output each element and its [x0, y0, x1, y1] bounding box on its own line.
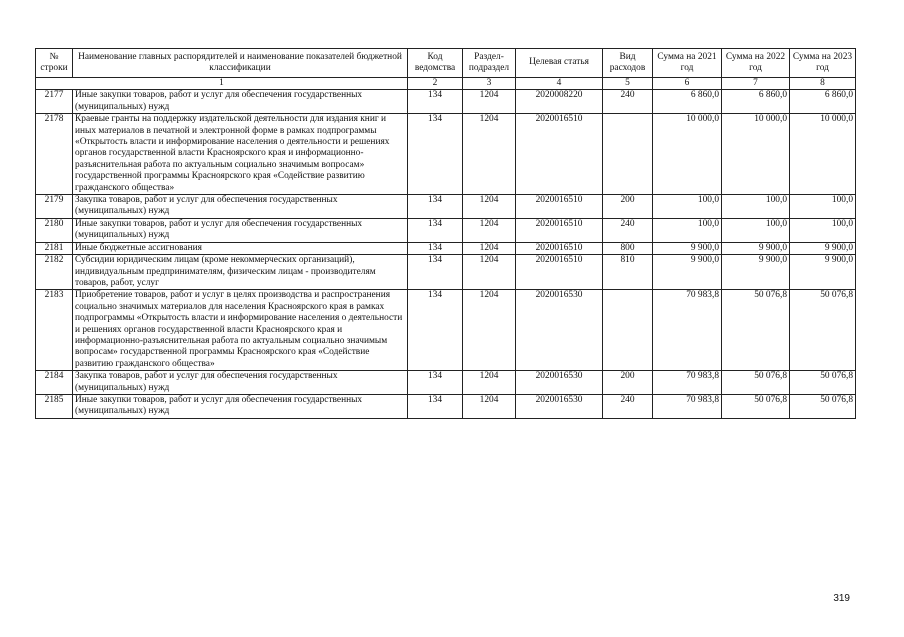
row-number: 2178 — [36, 114, 73, 195]
row-sum-2021: 9 900,0 — [653, 255, 722, 290]
row-sum-2023: 50 076,8 — [790, 290, 856, 371]
row-name: Иные закупки товаров, работ и услуг для обеспечения государственных (муниципальных) нужд — [73, 218, 408, 242]
row-sum-2021: 100,0 — [653, 218, 722, 242]
row-sum-2021: 9 900,0 — [653, 242, 722, 254]
row-expense-type: 200 — [603, 195, 653, 219]
row-sum-2022: 9 900,0 — [722, 242, 790, 254]
row-number: 2185 — [36, 394, 73, 418]
header-name: Наименование главных распорядителей и наименование показателей бюджетной классификации — [73, 49, 408, 78]
row-target: 2020016510 — [516, 114, 603, 195]
row-expense-type: 240 — [603, 394, 653, 418]
row-number: 2177 — [36, 90, 73, 114]
row-number: 2184 — [36, 371, 73, 395]
row-expense-type — [603, 290, 653, 371]
row-section: 1204 — [463, 90, 516, 114]
row-name: Иные бюджетные ассигнования — [73, 242, 408, 254]
row-number: 2183 — [36, 290, 73, 371]
row-name: Краевые гранты на поддержку издательской деятельности для издания книг и иных материалов в печатной и электронной форме в рамках подпрограммы «Открытость власти и информирование населения о деятельности и решениях органов государственной власти Красноярского края и информационно-разъяснительная работа по актуальным социально значимым вопросам» государственной программы Красноярского края «Содействие развитию гражданского общества» — [73, 114, 408, 195]
column-number: 1 — [36, 78, 408, 90]
row-number: 2181 — [36, 242, 73, 254]
row-section: 1204 — [463, 114, 516, 195]
row-sum-2022: 100,0 — [722, 218, 790, 242]
row-sum-2022: 50 076,8 — [722, 394, 790, 418]
row-sum-2022: 100,0 — [722, 195, 790, 219]
row-name: Иные закупки товаров, работ и услуг для обеспечения государственных (муниципальных) нужд — [73, 90, 408, 114]
row-dept-code: 134 — [408, 394, 463, 418]
row-dept-code: 134 — [408, 290, 463, 371]
row-sum-2022: 6 860,0 — [722, 90, 790, 114]
row-expense-type — [603, 114, 653, 195]
header-dept-code: Код ведомства — [408, 49, 463, 78]
table-row — [36, 394, 856, 418]
row-dept-code: 134 — [408, 371, 463, 395]
row-sum-2022: 9 900,0 — [722, 255, 790, 290]
row-sum-2023: 50 076,8 — [790, 394, 856, 418]
header-sum-2022: Сумма на 2022 год — [722, 49, 790, 78]
row-dept-code: 134 — [408, 195, 463, 219]
row-sum-2021: 70 983,8 — [653, 371, 722, 395]
header-sum-2023: Сумма на 2023 год — [790, 49, 856, 78]
row-expense-type: 200 — [603, 371, 653, 395]
row-target: 2020016530 — [516, 371, 603, 395]
row-target: 2020016510 — [516, 255, 603, 290]
column-number: 6 — [653, 78, 722, 90]
row-section: 1204 — [463, 218, 516, 242]
row-section: 1204 — [463, 394, 516, 418]
row-sum-2023: 100,0 — [790, 218, 856, 242]
row-number: 2182 — [36, 255, 73, 290]
table-header — [36, 49, 856, 90]
row-dept-code: 134 — [408, 90, 463, 114]
table-body — [36, 90, 856, 418]
row-target: 2020016510 — [516, 242, 603, 254]
row-name: Закупка товаров, работ и услуг для обеспечения государственных (муниципальных) нужд — [73, 195, 408, 219]
header-row-no: № строки — [36, 49, 73, 78]
row-sum-2023: 6 860,0 — [790, 90, 856, 114]
column-number: 8 — [790, 78, 856, 90]
row-sum-2021: 70 983,8 — [653, 290, 722, 371]
header-section: Раздел-подраздел — [463, 49, 516, 78]
row-target: 2020008220 — [516, 90, 603, 114]
column-number: 4 — [516, 78, 603, 90]
row-dept-code: 134 — [408, 255, 463, 290]
row-target: 2020016510 — [516, 195, 603, 219]
row-sum-2021: 10 000,0 — [653, 114, 722, 195]
row-section: 1204 — [463, 242, 516, 254]
row-sum-2023: 10 000,0 — [790, 114, 856, 195]
table-row — [36, 114, 856, 195]
row-sum-2022: 10 000,0 — [722, 114, 790, 195]
table-row — [36, 242, 856, 254]
table-row — [36, 90, 856, 114]
row-number: 2179 — [36, 195, 73, 219]
column-number: 2 — [408, 78, 463, 90]
row-sum-2023: 9 900,0 — [790, 242, 856, 254]
row-name: Субсидии юридическим лицам (кроме некоммерческих организаций), индивидуальным предпринимателям, физическим лицам - производителям товаров, работ, услуг — [73, 255, 408, 290]
row-name: Иные закупки товаров, работ и услуг для обеспечения государственных (муниципальных) нужд — [73, 394, 408, 418]
row-dept-code: 134 — [408, 114, 463, 195]
column-number-row — [36, 78, 856, 90]
row-sum-2023: 50 076,8 — [790, 371, 856, 395]
row-sum-2021: 6 860,0 — [653, 90, 722, 114]
row-dept-code: 134 — [408, 242, 463, 254]
row-sum-2021: 70 983,8 — [653, 394, 722, 418]
row-sum-2022: 50 076,8 — [722, 290, 790, 371]
row-target: 2020016510 — [516, 218, 603, 242]
row-name: Закупка товаров, работ и услуг для обеспечения государственных (муниципальных) нужд — [73, 371, 408, 395]
table-row — [36, 218, 856, 242]
row-expense-type: 800 — [603, 242, 653, 254]
row-number: 2180 — [36, 218, 73, 242]
column-number: 3 — [463, 78, 516, 90]
row-sum-2021: 100,0 — [653, 195, 722, 219]
row-section: 1204 — [463, 371, 516, 395]
row-section: 1204 — [463, 290, 516, 371]
column-number: 5 — [603, 78, 653, 90]
header-expense-type: Вид расходов — [603, 49, 653, 78]
row-expense-type: 240 — [603, 90, 653, 114]
budget-table — [35, 48, 856, 419]
row-sum-2023: 100,0 — [790, 195, 856, 219]
column-number: 7 — [722, 78, 790, 90]
header-sum-2021: Сумма на 2021 год — [653, 49, 722, 78]
row-sum-2023: 9 900,0 — [790, 255, 856, 290]
row-section: 1204 — [463, 255, 516, 290]
row-section: 1204 — [463, 195, 516, 219]
row-sum-2022: 50 076,8 — [722, 371, 790, 395]
row-dept-code: 134 — [408, 218, 463, 242]
header-target: Целевая статья — [516, 49, 603, 78]
table-row — [36, 195, 856, 219]
page-number: 319 — [833, 593, 850, 604]
row-name: Приобретение товаров, работ и услуг в целях производства и распространения социально значимых материалов для населения Красноярского края в рамках подпрограммы «Открытость власти и информирование населения о деятельности и решениях органов государственной власти Красноярского края и информационно-разъяснительная работа по актуальным социально значимым вопросам» государственной программы Красноярского края «Содействие развитию гражданского общества» — [73, 290, 408, 371]
row-target: 2020016530 — [516, 394, 603, 418]
row-expense-type: 240 — [603, 218, 653, 242]
table-row — [36, 371, 856, 395]
table-row — [36, 290, 856, 371]
table-row — [36, 255, 856, 290]
row-expense-type: 810 — [603, 255, 653, 290]
row-target: 2020016530 — [516, 290, 603, 371]
